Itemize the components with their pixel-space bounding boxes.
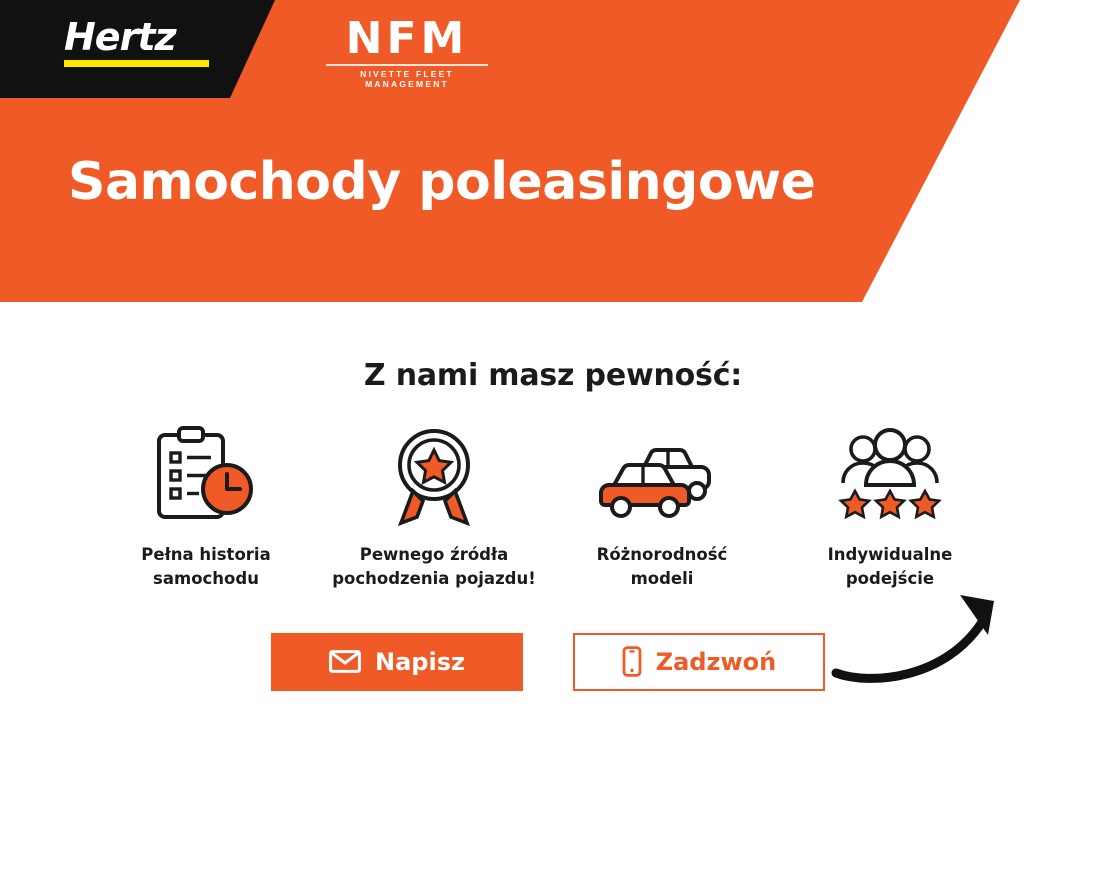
curved-arrow-icon: [828, 577, 1018, 687]
hertz-logo[interactable]: [64, 15, 214, 67]
feature-label: [548, 543, 776, 591]
feature-item: [92, 423, 320, 591]
feature-label-line1: Różnorodność: [596, 545, 728, 564]
call-button[interactable]: [573, 633, 825, 691]
nfm-logo-tagline: NIVETTE FLEET MANAGEMENT: [360, 69, 454, 90]
feature-item: [320, 423, 548, 591]
feature-label-line1: Pewnego źródła: [359, 545, 509, 564]
award-rosette-icon: [320, 423, 548, 531]
features-list: [0, 423, 1096, 591]
feature-label: [92, 543, 320, 591]
feature-label-line1: Pełna historia: [141, 545, 271, 564]
clipboard-clock-icon: [92, 423, 320, 531]
nfm-logo[interactable]: [322, 13, 492, 90]
feature-label: [320, 543, 548, 591]
call-button-label: Zadzwoń: [655, 647, 777, 676]
hertz-logo-text: Hertz: [64, 15, 176, 59]
nfm-logo-text: NFM: [345, 13, 469, 64]
feature-label-line1: Indywidualne: [827, 545, 953, 564]
feature-item: [776, 423, 1004, 591]
nfm-logo-divider: [326, 64, 488, 66]
people-stars-icon: [776, 423, 1004, 531]
feature-item: [548, 423, 776, 591]
write-button[interactable]: [271, 633, 523, 691]
page-title: Samochody poleasingowe: [68, 152, 816, 212]
feature-label-line2: pochodzenia pojazdu!: [332, 568, 536, 588]
feature-label-line2: modeli: [630, 568, 694, 588]
page-header: [0, 0, 1096, 302]
envelope-icon: [329, 650, 361, 673]
section-subtitle: Z nami masz pewność:: [363, 358, 743, 393]
cars-icon: [548, 423, 776, 531]
hertz-logo-underline: [64, 60, 209, 67]
feature-label: [776, 543, 1004, 591]
cta-button-group: [0, 633, 1096, 691]
feature-label-line2: samochodu: [153, 568, 259, 588]
write-button-label: Napisz: [375, 647, 465, 676]
mobile-phone-icon: [622, 646, 642, 677]
feature-label-line2: podejście: [845, 568, 935, 588]
